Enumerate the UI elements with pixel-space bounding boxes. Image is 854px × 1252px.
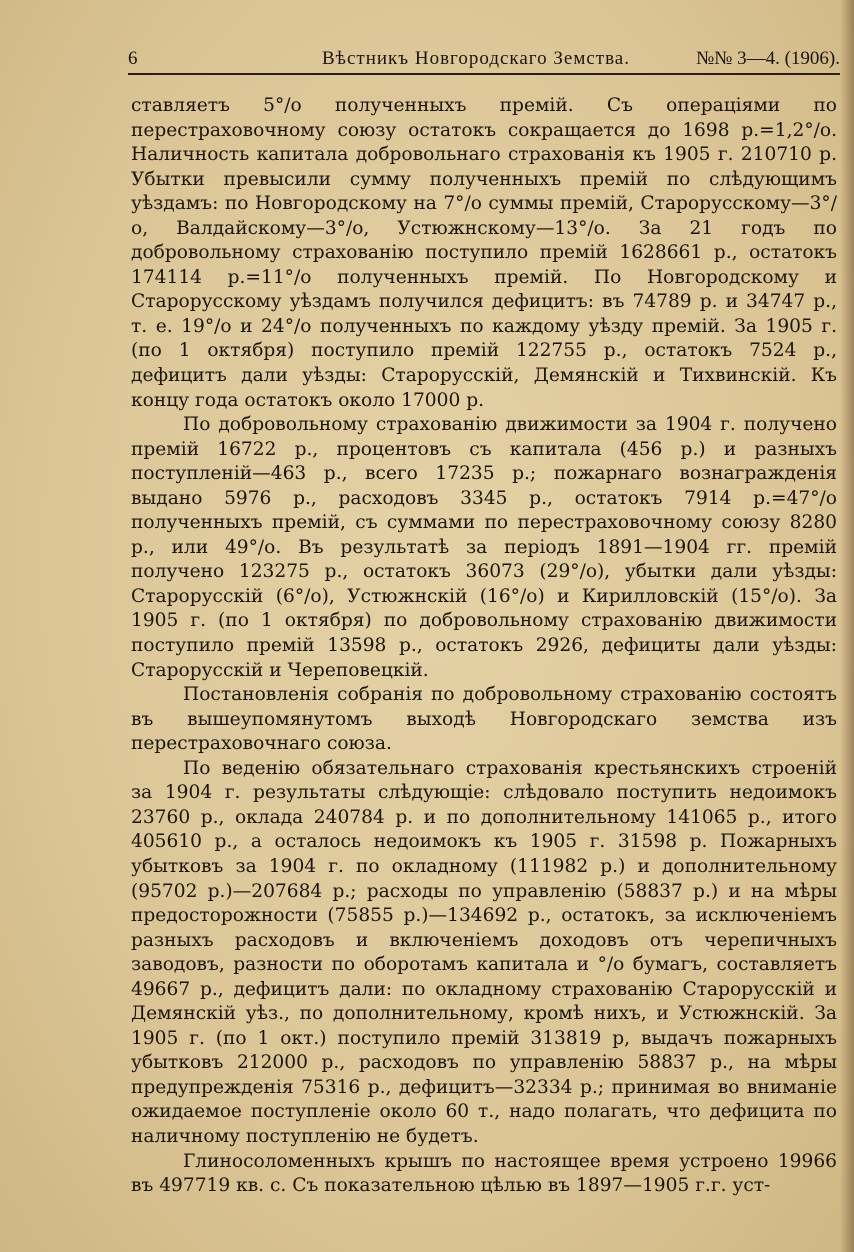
journal-title: Вѣстникъ Новгородскаго Земства. xyxy=(322,48,630,69)
article-body xyxy=(131,94,837,1244)
issue-number: №№ 3—4. (1906). xyxy=(696,48,840,69)
page-spine-shadow xyxy=(840,0,854,1252)
page-number: 6 xyxy=(128,48,138,69)
running-header xyxy=(128,44,840,74)
paragraph: По добровольному страхованію движимости за 1904 г. получено премій 16722 р., процентовъ съ капитала (456 р.) и разныхъ поступленій—463 р., всего 17235 р.; пожарнаго вознагражденія выдано 5976 р., расходовъ 3345 р., остатокъ 7914 р.=47°/о полученныхъ премій, съ суммами по перестраховочному союзу 8280 р., или 49°/о. Въ результатѣ за періодъ 1891—1904 гг. премій получено 123275 р., остатокъ 36073 (29°/о), убытки дали уѣзды: Старорусскій (6°/о), Устюжнскій (16°/о) и Кирилловскій (15°/о). За 1905 г. (по 1 октября) по добровольному страхованію движимости поступило премій 13598 р., остатокъ 2926, дефициты дали уѣзды: Старорусскій и Череповецкій. xyxy=(131,414,837,681)
paragraph: По веденію обязательнаго страхованія крестьянскихъ строеній за 1904 г. результаты слѣдующіе: слѣдовало поступить недоимокъ 23760 р., оклада 240784 р. и по дополнительному 141065 р., итого 405610 р., а осталось недоимокъ къ 1905 г. 31598 р. Пожарныхъ убытковъ за 1904 г. по окладному (111982 р.) и дополнительному (95702 р.)—207684 р.; расходы по управленію (58837 р.) и на мѣры предосторожности (75855 р.)—134692 р., остатокъ, за исключеніемъ разныхъ расходовъ и включеніемъ доходовъ отъ черепичныхъ заводовъ, разности по оборотамъ капитала и °/о бумагъ, составляетъ 49667 р., дефицитъ дали: по окладному страхованію Старорусскій и Демянскій уѣз., по дополнительному, кромѣ нихъ, и Устюжнскій. За 1905 г. (по 1 окт.) поступило премій 313819 р, выдачъ пожарныхъ убытковъ 212000 р., расходовъ по управленію 58837 р., на мѣры предупрежденія 75316 р., дефицитъ—32334 р.; принимая во вниманіе ожидаемое поступленіе около 60 т., надо полагать, что дефицита по наличному поступленію не будетъ. xyxy=(131,757,837,1147)
paragraph: Постановленія собранія по добровольному страхованію состоятъ въ вышеупомянутомъ выходѣ Новгородскаго земства изъ перестраховочнаго союза. xyxy=(131,684,837,755)
paragraph: Глиносоломенныхъ крышъ по настоящее время устроено 19966 въ 497719 кв. с. Съ показательною цѣлью въ 1897—1905 г.г. уст- xyxy=(131,1150,837,1197)
paragraph-continued: ставляетъ 5°/о полученныхъ премій. Съ операціями по перестраховочному союзу остатокъ сокращается до 1698 р.=1,2°/о. Наличность капитала добровольнаго страхованія къ 1905 г. 210710 р. Убытки превысили сумму полученныхъ премій по слѣдующимъ уѣздамъ: по Новгородскому на 7°/о суммы премій, Старорусскому—3°/о, Валдайскому—3°/о, Устюжнскому—13°/о. За 21 годъ по добровольному страхованію поступило премій 1628661 р., остатокъ 174114 р.=11°/о полученныхъ премій. По Новгородскому и Старорусскому уѣздамъ получился дефицитъ: въ 74789 р. и 34747 р., т. е. 19°/о и 24°/о полученныхъ по каждому уѣзду премій. За 1905 г. (по 1 октября) поступило премій 122755 р., остатокъ 7524 р., дефицитъ дали уѣзды: Старорусскій, Демянскій и Тихвинскій. Къ концу года остатокъ около 17000 р. xyxy=(131,95,837,411)
header-rule xyxy=(128,73,840,75)
